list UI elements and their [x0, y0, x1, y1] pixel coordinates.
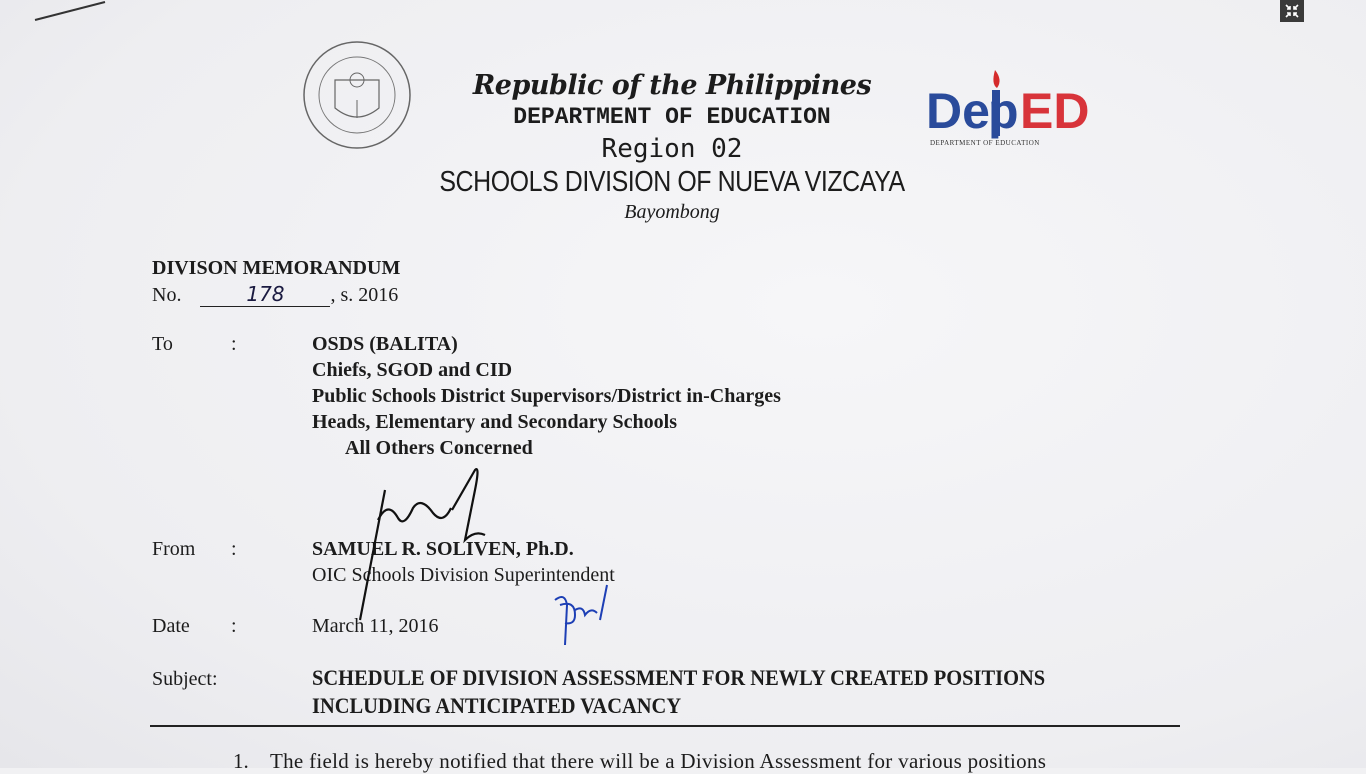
svg-text:De: De: [926, 83, 990, 139]
recipient: All Others Concerned: [345, 437, 533, 459]
deped-division-seal: [300, 40, 415, 150]
exit-fullscreen-icon: [1285, 4, 1299, 18]
recipient: OSDS (BALITA): [312, 333, 458, 355]
paragraph-number: 1.: [233, 749, 249, 773]
from-label: From: [152, 538, 196, 560]
svg-text:p: p: [988, 83, 1019, 139]
to-colon: :: [231, 333, 237, 355]
town-heading: Bayombong: [624, 201, 720, 223]
date-value: March 11, 2016: [312, 615, 439, 637]
exit-fullscreen-button[interactable]: [1280, 0, 1304, 22]
memo-series: , s. 2016: [330, 284, 399, 306]
republic-heading: Republic of the Philippines: [472, 70, 872, 101]
memo-number-value: 178: [200, 282, 330, 307]
from-colon: :: [231, 538, 237, 560]
memo-type: DIVISON MEMORANDUM: [152, 257, 401, 279]
recipient: Chiefs, SGOD and CID: [312, 359, 513, 381]
recipient: Public Schools District Supervisors/District in-Charges: [312, 385, 781, 407]
pen-mark: [0, 0, 120, 30]
division-heading: SCHOOLS DIVISION OF NUEVA VIZCAYA: [439, 166, 905, 198]
signature: [340, 460, 540, 640]
subject-line-1: SCHEDULE OF DIVISION ASSESSMENT FOR NEWLY CREATED POSITIONS: [312, 665, 1046, 690]
recipient: Heads, Elementary and Secondary Schools: [312, 411, 678, 433]
region-heading: Region 02: [601, 134, 743, 164]
from-title: OIC Schools Division Superintendent: [312, 564, 615, 586]
to-label: To: [152, 333, 173, 355]
subject-line-2: INCLUDING ANTICIPATED VACANCY: [312, 693, 682, 718]
initials: [545, 580, 615, 650]
department-heading: DEPARTMENT OF EDUCATION: [513, 104, 831, 130]
date-colon: :: [231, 615, 237, 637]
from-name: SAMUEL R. SOLIVEN, Ph.D.: [312, 538, 574, 560]
memo-number: [152, 282, 398, 307]
svg-text:ED: ED: [1020, 83, 1090, 139]
paragraph-text: The field is hereby notified that there will be a Division Assessment for various positions: [270, 749, 1047, 773]
svg-text:DEPARTMENT OF EDUCATION: DEPARTMENT OF EDUCATION: [930, 139, 1040, 147]
deped-logo: [926, 66, 1096, 148]
divider: [150, 725, 1180, 727]
date-label: Date: [152, 615, 190, 637]
subject-label: Subject:: [152, 668, 218, 690]
memo-number-label: No.: [152, 284, 182, 306]
